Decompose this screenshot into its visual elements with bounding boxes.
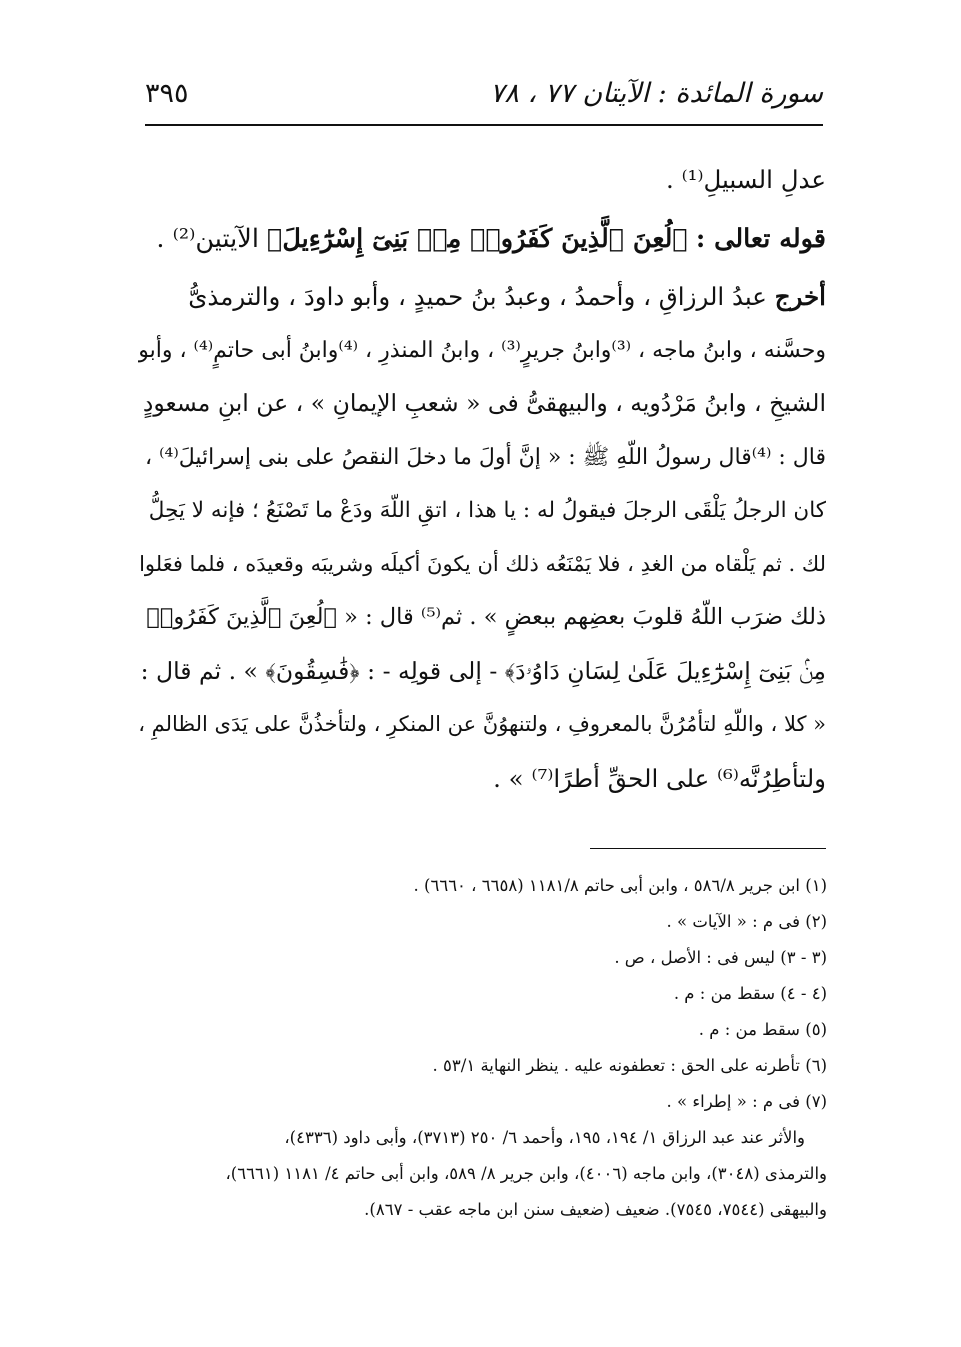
footnote: (٥) سقط من : م . (698, 1020, 827, 1039)
footnotes (145, 868, 827, 1228)
header-title: سورة المائدة : الآيتان ٧٧ ، ٧٨ (489, 78, 823, 109)
verse-heading-lead: قوله تعالى : (695, 224, 826, 254)
page-number: ٣٩٥ (145, 78, 189, 109)
paragraph-line: مِنۢ بَنِىٓ إِسْرَٰٓءِيلَ عَلَىٰ لِسَانِ دَاوُۥدَ﴾ - إلى قولِه - : ﴿فَٰسِقُونَ﴾ » . ثم قال : (140, 656, 826, 685)
footnote-separator (590, 848, 826, 849)
running-header (145, 78, 823, 118)
athar-note-line: والأثر عند عبد الرزاق ١/ ١٩٤، ١٩٥، وأحمد ٦/ ٢٥٠ (٣٧١٣)، وأبى داود (٤٣٣٦)، (284, 1128, 805, 1147)
quran-verse: ﴿لُعِنَ ٱلَّذِينَ كَفَرُوا۟ مِنۢ بَنِىٓ إِسْرَٰٓءِيلَ﴾ (267, 224, 688, 254)
paragraph-line (138, 270, 826, 324)
paragraph-line: « كلا ، واللّهِ لتأمُرُنَّ بالمعروفِ ، ولتنهوُنَّ عن المنكرِ ، ولتأخذُنَّ على يَدَى الظالمِ ، (138, 712, 826, 736)
footnote: (٦) تأطرنه على الحق : تعطفونه عليه . ينظر النهاية ٥٣/١ . (432, 1056, 827, 1075)
continued-line: عدلِ السبيلِ⁽¹⁾ . (666, 165, 826, 194)
paragraph-line: الشيخِ ، وابنُ مَرْدُويه ، والبيهقىُّ فى « شعبِ الإيمانِ » ، عن ابنِ مسعودٍ (142, 389, 826, 417)
main-text (138, 152, 826, 805)
verse-heading (138, 208, 826, 270)
footnote: (٤ - ٤) سقط من : م . (673, 984, 827, 1003)
paragraph-line: لك . ثم يَلْقاه من الغدِ ، فلا يَمْنَعُه ذلك أن يكونَ أكيلَه وشريبَه وقعيدَه ، فلما فعَلوا (139, 551, 826, 576)
verse-heading-tail: الآيتين⁽²⁾ . (156, 224, 259, 254)
paragraph-line: كان الرجلُ يَلْقَى الرجلَ فيقولُ له : يا هذا ، اتقِ اللّهَ ودَعْ ما تَصْنَعُ ؛ فإنه لا يَحِلُّ (148, 498, 826, 523)
footnote: (٣ - ٣) ليس فى : الأصل ، ص . (614, 948, 827, 967)
footnote: (٢) فى م : « الآيات » . (666, 912, 827, 931)
paragraph-line: ولتأطِرُنَّه⁽⁶⁾ على الحقِّ أطرًا⁽⁷⁾ » . (493, 763, 826, 793)
athar-note-line: والبيهقى (٧٥٤٤، ٧٥٤٥). ضعيف (ضعيف سنن ابن ماجه عقب - ٨٦٧). (364, 1200, 827, 1219)
footnote: (٧) فى م : « إطراء » . (666, 1092, 827, 1111)
header-rule (145, 124, 823, 126)
paragraph-line: وحسَّنه ، وابنُ ماجه ، ⁽³⁾وابنُ جريرٍ⁽³⁾ ، وابنُ المنذرِ ، ⁽⁴⁾وابنُ أبى حاتمٍ⁽⁴⁾ ، وأبو (138, 337, 826, 363)
paragraph-line: قال : ⁽⁴⁾قال رسولُ اللّهِ ﷺ : « إنَّ أولَ ما دخلَ النقصُ على بنى إسرائيلَ⁽⁴⁾ ، (145, 444, 826, 470)
paragraph-lead-word: أخرج (774, 282, 826, 311)
athar-note-line: والترمذى (٣٠٤٨)، وابن ماجه (٤٠٠٦)، وابن جرير ٨/ ٥٨٩، وابن أبى حاتم ٤/ ١١٨١ (٦٦٦١)، (225, 1164, 827, 1183)
paragraph-line: ذلك ضرَب اللّهُ قلوبَ بعضِهم ببعضٍ » . ثم⁽⁵⁾ قال : « ﴿لُعِنَ ٱلَّذِينَ كَفَرُوا۟ (146, 604, 826, 630)
footnote: (١) ابن جرير ٥٨٦/٨ ، وابن أبى حاتم ١١٨١/٨ (٦٦٥٨ ، ٦٦٦٠) . (413, 876, 827, 895)
paragraph-line-text: عبدُ الرزاقِ ، وأحمدُ ، وعبدُ بنُ حميدٍ ، وأبو داودَ ، والترمذىُّ (188, 282, 767, 311)
